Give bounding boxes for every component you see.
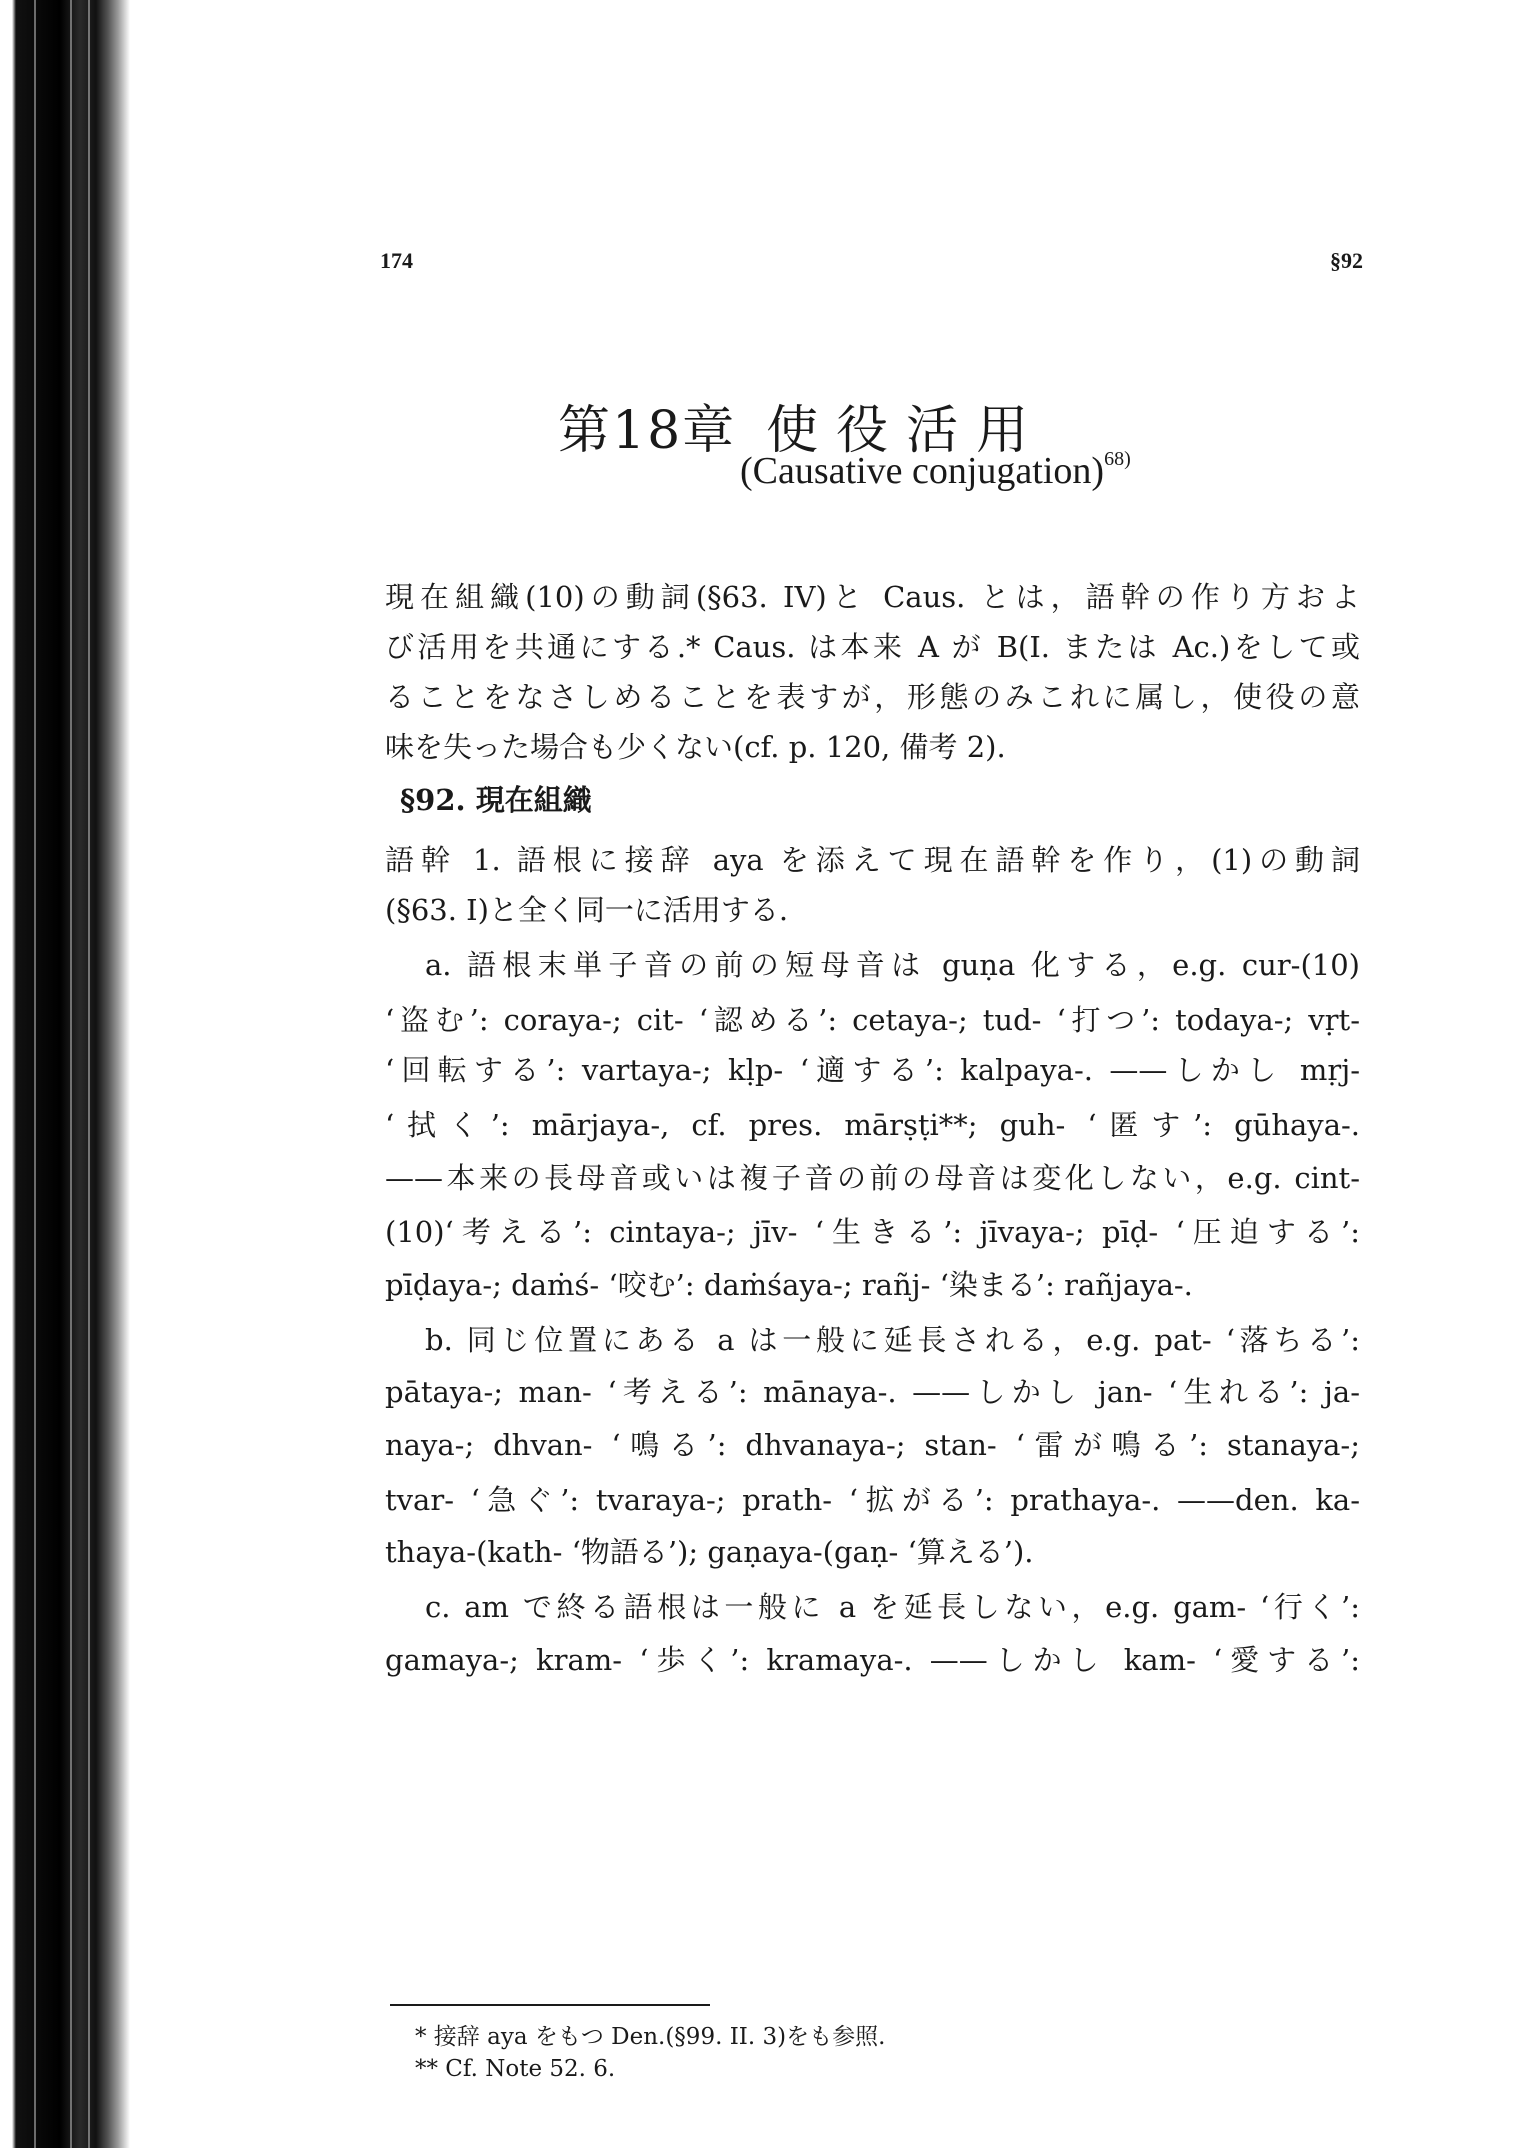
text-line: ‘盗む’: coraya-; cit- ‘認める’: cetaya-; tud- ‘打つ’: todaya-; vṛt- [385,1003,1360,1037]
text-line: 味を失った場合も少くない(cf. p. 120, 備考 2). [385,730,1006,764]
chapter-note-ref: 68) [1104,448,1131,470]
chapter-subtitle-text: (Causative conjugation) [740,450,1105,492]
text-line: pīḍaya-; daṁś- ‘咬む’: daṁśaya-; rañj- ‘染まる’: rañjaya-. [385,1268,1193,1302]
text-line: thaya-(kath- ‘物語る’); gaṇaya-(gaṇ- ‘算える’). [385,1535,1034,1569]
text-line: (§63. I)と全く同一に活用する. [385,893,789,927]
text-line: (10)‘考える’: cintaya-; jīv- ‘生きる’: jīvaya-; pīḍ- ‘圧迫する’: [385,1215,1360,1249]
text-line: tvar- ‘急ぐ’: tvaraya-; prath- ‘拡がる’: prathaya-. ——den. ka- [385,1483,1360,1517]
footnote: * 接辞 aya をもつ Den.(§99. II. 3)をも参照. [415,2024,886,2050]
footnote-rule [390,2004,710,2006]
spine-streak [70,0,72,2148]
text-line: pātaya-; man- ‘考える’: mānaya-. ——しかし jan- ‘生れる’: ja- [385,1375,1360,1409]
text-line: ‘拭く’: mārjaya-, cf. pres. mārṣṭi**; guh- ‘匿す’: gūhaya-. [385,1108,1360,1142]
text-line: 現在組織(10)の動詞(§63. IV)と Caus. とは，語幹の作り方およ [385,580,1360,614]
text-line: び活用を共通にする.* Caus. は本来 A が B(I. または Ac.)をして或 [385,630,1360,664]
text-line: naya-; dhvan- ‘鳴る’: dhvanaya-; stan- ‘雷が鳴る’: stanaya-; [385,1428,1360,1462]
text-line: b. 同じ位置にある a は一般に延長される，e.g. pat- ‘落ちる’: [425,1323,1360,1357]
book-spine-shadow [0,0,130,2148]
text-line: c. am で終る語根は一般に a を延長しない，e.g. gam- ‘行く’: [425,1590,1360,1624]
text-line: ——本来の長母音或いは複子音の前の母音は変化しない，e.g. cint- [385,1161,1360,1195]
footnote: ** Cf. Note 52. 6. [415,2056,616,2082]
page-number: 174 [380,248,413,273]
text-line: 語幹 1. 語根に接辞 aya を添えて現在語幹を作り，(1)の動詞 [385,843,1360,877]
text-line: a. 語根末単子音の前の短母音は guṇa 化する，e.g. cur-(10) [425,948,1360,982]
text-line: gamaya-; kram- ‘歩く’: kramaya-. ——しかし kam- ‘愛する’: [385,1643,1360,1677]
running-section-number: §92 [1330,248,1363,273]
chapter-subtitle [740,448,1131,493]
text-line: ‘回転する’: vartaya-; kḷp- ‘適する’: kalpaya-. ——しかし mṛj- [385,1053,1360,1087]
section-heading: §92. 現在組織 [400,783,592,817]
chapter-name: 使役活用 [766,401,1047,461]
chapter-number: 第18章 [558,401,737,461]
spine-streak [88,0,90,2148]
text-line: ることをなさしめることを表すが，形態のみこれに属し，使役の意 [385,680,1360,714]
spine-streak [34,0,36,2148]
